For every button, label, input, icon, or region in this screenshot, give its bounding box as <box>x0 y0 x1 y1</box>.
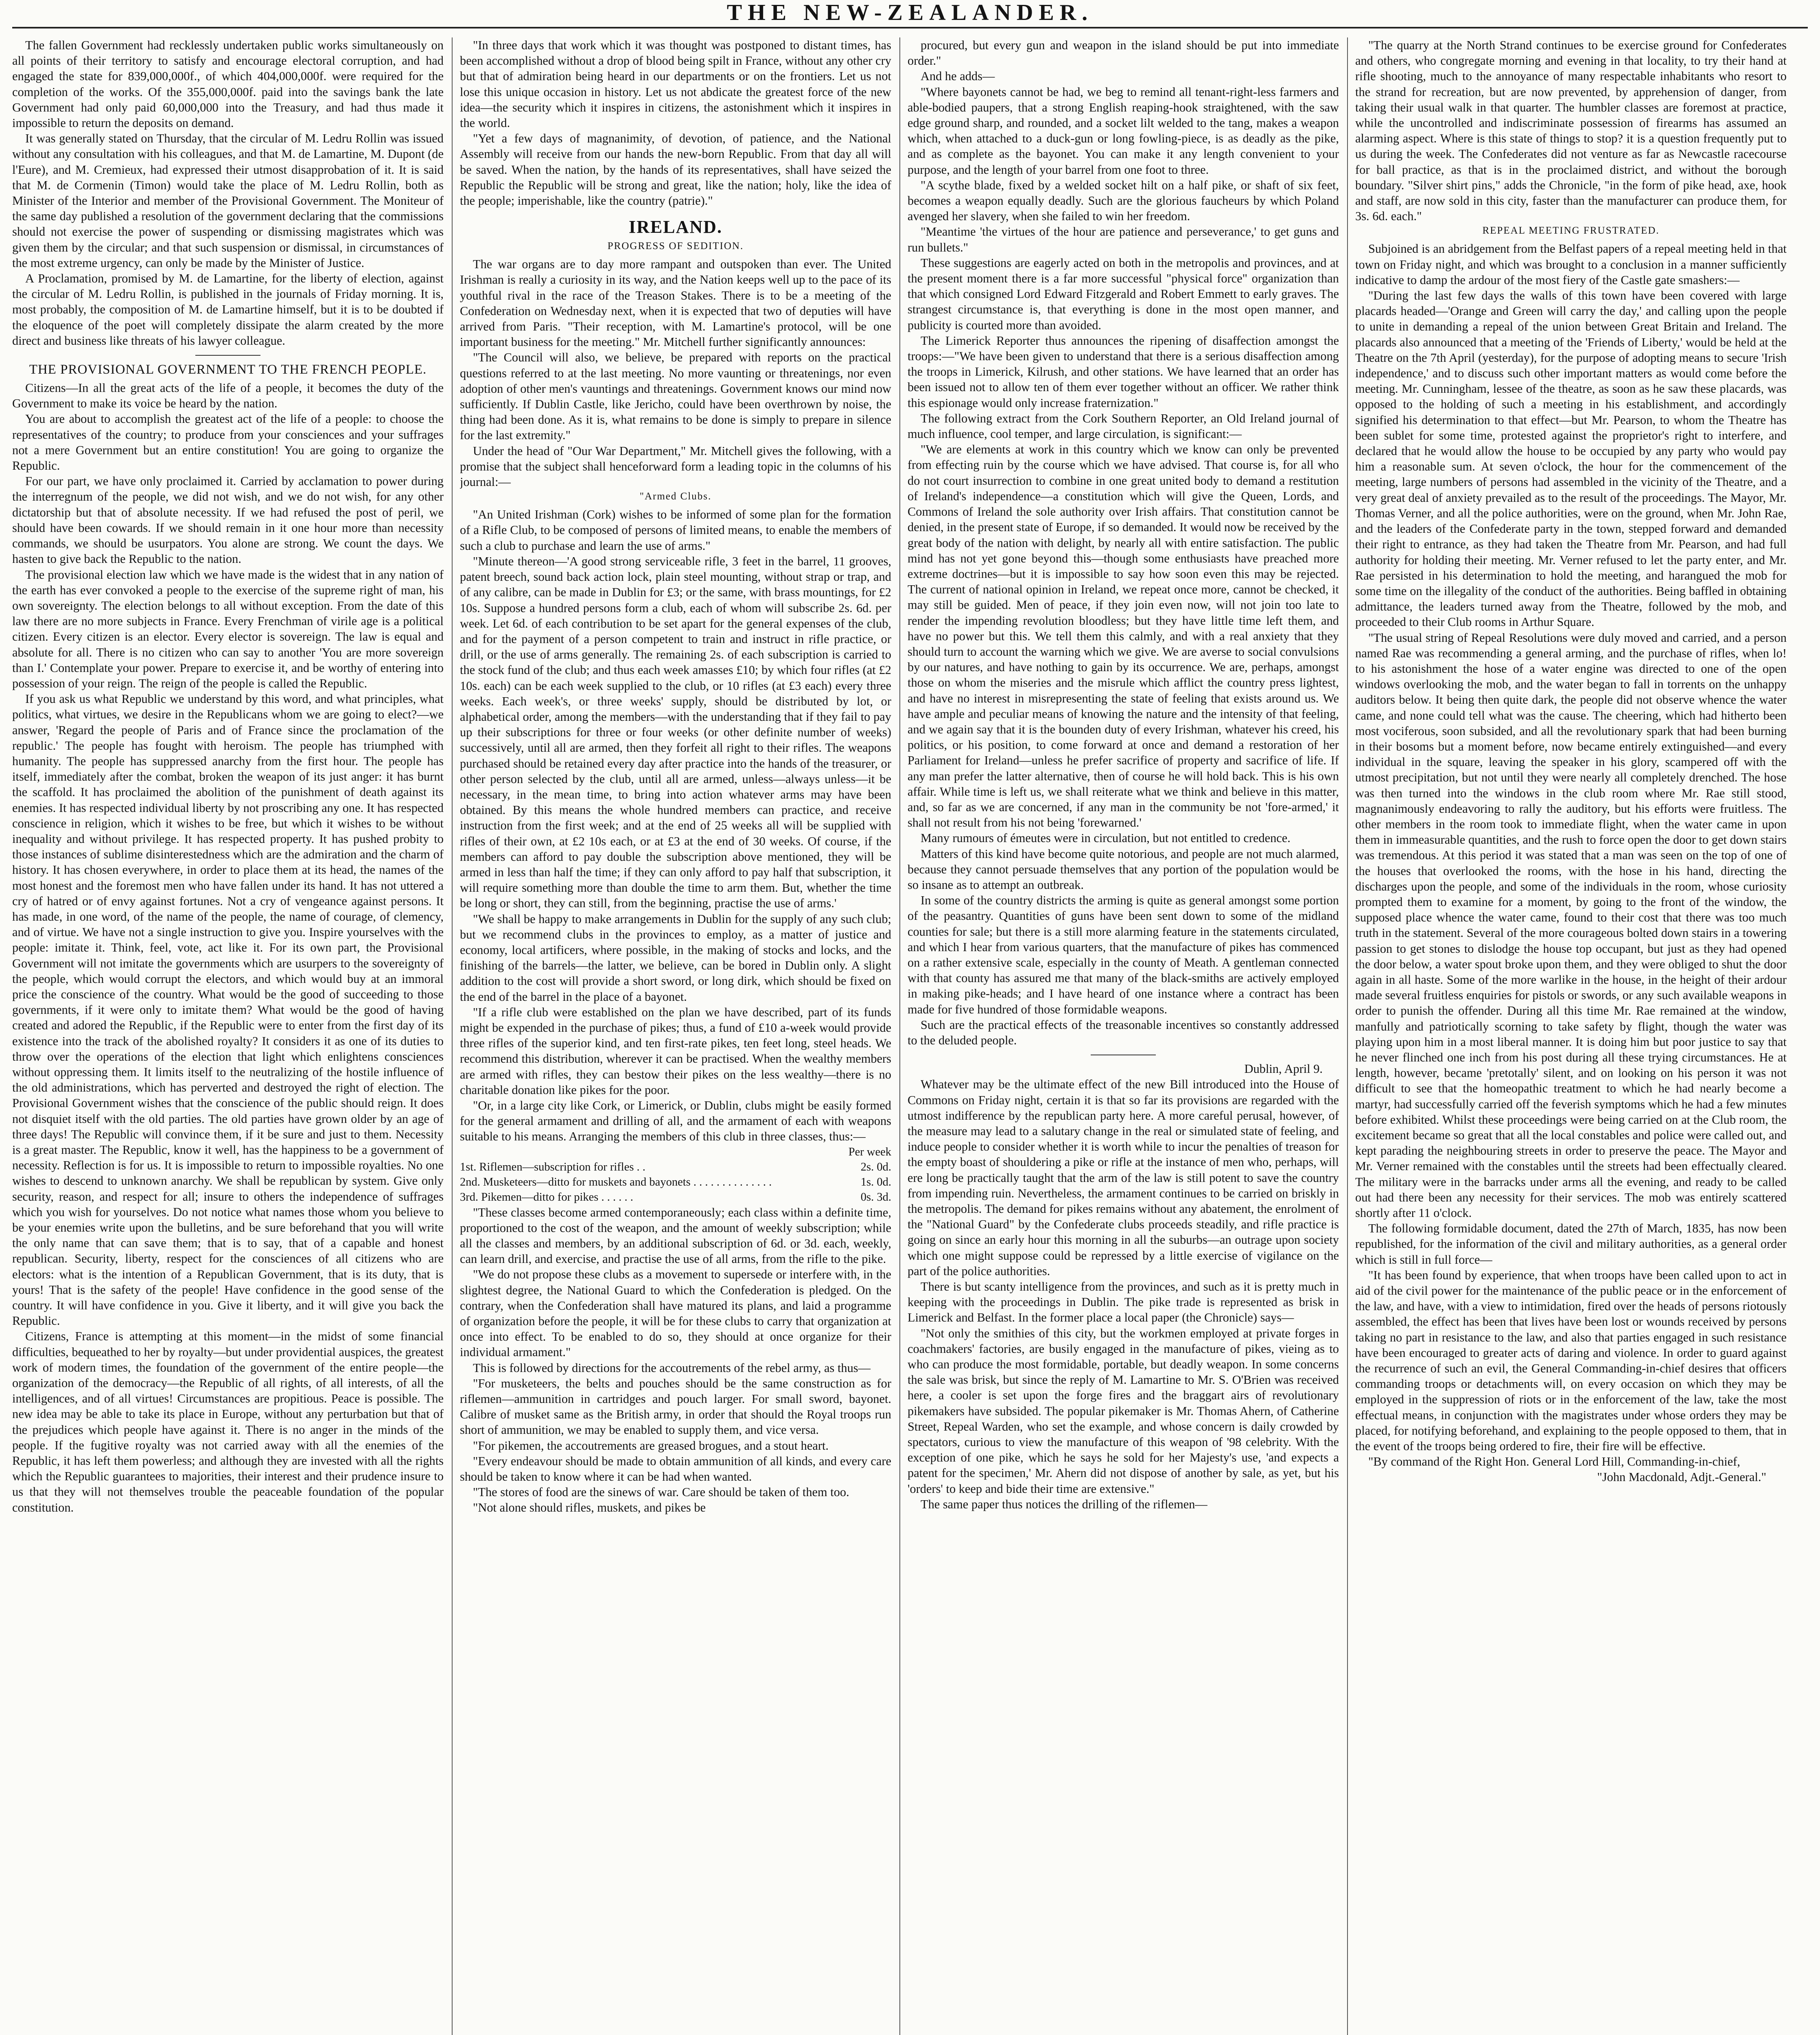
column-rule <box>899 37 900 2035</box>
paragraph: "During the last few days the walls of this town have been covered with large placards headed—'Orange and Green will carry the day,' and calling upon the people to unite in demanding a repeal of the union between Great Britain and Ireland. The placards also announced that a meeting of the 'Friends of Liberty,' would be held at the Theatre on the 7th April (yesterday), for the purpose of adopting means to secure 'Irish independence,' and to discuss such other important matters as would come before the meeting. Mr. Cunningham, lessee of the theatre, as soon as he saw these placards, was opposed to the holding of such a meeting in his establishment, and accordingly signified his determination to that effect—but Mr. Pearson, to whom the Theatre has been sublet for some time, protested against the proprietor's right to interfere, and declared that he would allow the house to be occupied by any party who would pay him a reasonable sum. At seven o'clock, the hour for the commencement of the meeting, large numbers of persons had assembled in the vicinity of the Theatre, and a very great deal of anxiety prevailed as to the result of the proceedings. The Mayor, Mr. Thomas Verner, and all the police authorities, were on the ground, when Mr. John Rae, and the leaders of the Confederate party in the town, stepped forward and demanded their right to entrance, as they had taken the Theatre from Mr. Pearson, and had full authority for holding their meeting. Mr. Verner refused to let the party enter, and Mr. Rae persisted in his determination to hold the meeting, and harangued the mob for some time on the illegality of the conduct of the authorities. Being baffled in obtaining admittance, the leaders turned away from the Theatre, followed by the mob, and proceeded to their Club rooms in Arthur Square. <box>1355 289 1787 629</box>
column-3 <box>908 37 1339 2035</box>
paragraph: Many rumours of émeutes were in circulation, but not entitled to credence. <box>921 831 1291 845</box>
paragraph: If you ask us what Republic we understand by this word, and what principles, what politics, what virtues, we desire in the Republicans whom we are going to elect?—we answer, 'Regard the people of Paris and of France since the proclamation of the republic.' The people has fought with heroism. The people has triumphed with humanity. The people has suppressed anarchy from the first hour. The people has itself, immediately after the combat, broken the weapon of its just anger: it has burnt the scaffold. It has proclaimed the abolition of the punishment of death against its enemies. It has respected individual liberty by not proscribing any one. It has respected conscience in religion, which it wishes to be free, but which it wishes to be without inequality and without privilege. It has respected property. It has pushed probity to those instances of sublime disinterestedness which are the admiration and the charm of history. It has chosen everywhere, in order to place them at its head, the names of the most honest and the foremost men who have fallen under its hand. It has not uttered a cry of hatred or of envy against fortunes. Not a cry of vengeance against persons. It has made, in one word, of the name of the people, the name of courage, of clemency, and of virtue. We have not a single instruction to give you. Inspire yourselves with the people: imitate it. Think, feel, vote, act like it. For its own part, the Provisional Government will not imitate the governments which are usurpers to the sovereignty of the people, which would corrupt the electors, and which would buy at an immoral price the conscience of the country. What would be the good of succeeding to those governments, if it were only to imitate them? What would be the good of having created and adored the Republic, if the Republic were to enter from the first day of its existence into the track of the abolished royalty? It considers it as one of its duties to throw over the operations of the election that light which enlightens consciences without oppressing them. It limits itself to the neutralizing of the hostile influence of the old administrations, which has perverted and destroyed the right of election. The Provisional Government wishes that the conscience of the public should reign. It does not disquiet itself with the old parties. The old parties have grown older by an age of three days! The Republic will convince them, if it be sure and just to them. Necessity is a great master. The Republic, know it well, has the happiness to be a government of necessity. Reflection is for us. It is impossible to return to impossible royalties. No one wishes to descend to unknown anarchy. We shall be republican by system. Give only security, reason, and respect for all; insure to others the independence of suffrages which you wish for yourselves. Do not notice what names those whom you believe to be your enemies write upon the bulletins, and be sure beforehand that you will write the only name that can save them; that is to say, that of a capable and honest republican. Security, liberty, respect for the consciences of all citizens who are electors: what is the intention of a Republican Government, that is its duty, that is yours! That is the safety of the people! Have confidence in the good sense of the country. It will have confidence in you. Give it liberty, and it will give you back the Republic. <box>12 692 444 1328</box>
table-row <box>460 1175 891 1190</box>
paragraph: "The Council will also, we believe, be prepared with reports on the practical questions referred to at the last meeting. No more vaunting or threatenings, nor even adoption of other men's vauntings and threatenings. Government knows our mind now sufficiently. If Dublin Castle, like Jericho, could have been overthrown by noise, the thing had been done. As it is, what remains to be done is simply to prepare in silence for the last extremity." <box>460 350 891 442</box>
paragraph: "We do not propose these clubs as a movement to supersede or interfere with, in the slightest degree, the National Guard to which the Confederation is pledged. On the contrary, when the Confederation shall have matured its plans, and laid a programme of organization before the people, it will be for these clubs to carry that organization at once into effect. To be enabled to do so, they should at once organize for their individual armament." <box>460 1267 891 1359</box>
table-header-row <box>460 1144 891 1160</box>
paragraph: A Proclamation, promised by M. de Lamartine, for the liberty of election, against the circular of M. Ledru Rollin, is published in the journals of Friday morning. It is, most probably, the composition of M. de Lamartine himself, but it is to be doubted if the eloquence of the poet will completely dissipate the alarm created by the more direct and business like threats of his lawyer colleague. <box>12 271 444 348</box>
signature-line: "John Macdonald, Adjt.-General." <box>1597 1470 1766 1484</box>
paragraph: "Meantime 'the virtues of the hour are patience and perseverance,' to get guns and run bullets." <box>908 225 1339 254</box>
paragraph: In some of the country districts the arming is quite as general amongst some portion of the peasantry. Quantities of guns have been sent down to some of the midland counties for sale; but there is a still more alarming feature in the statements circulated, and which I hear from various quarters, that the manufacture of pikes has commenced on a rather extensive scale, especially in the county of Meath. A gentleman connected with that county has assured me that many of the black-smiths are actively employed in making pike-heads; and I have heard of one instance where a contract has been made for five hundred of those formidable weapons. <box>908 893 1339 1016</box>
newspaper-title: THE NEW-ZEALANDER. <box>726 0 1094 25</box>
paragraph: "The quarry at the North Strand continues to be exercise ground for Confederates and others, who congregate morning and evening in that locality, to try their hand at rifle shooting, much to the annoyance of many respectable inhabitants who resort to the strand for recreation, but are now prevented, by apprehension of danger, from taking their usual walk in that quarter. The humbler classes are foremost at practice, while the uncontrolled and indiscriminate possession of firearms has assumed an alarming aspect. Where is this state of things to stop? it is a question frequently put to us during the week. The Confederates did not venture as far as Newcastle racecourse for ball practice, as that is in the proclaimed district, and without the borough boundary. "Silver shirt pins," adds the Chronicle, "in the form of pike head, axe, hook and staff, are now sold in this city, faster than the manufacturer can produce them, for 3s. 6d. each." <box>1355 38 1787 223</box>
paragraph: "In three days that work which it was thought was postponed to distant times, has been accomplished without a drop of blood being spilt in France, without any other cry but that of admiration being heard in our departments or on the frontiers. Let us not lose this unique occasion in history. Let us not abdicate the greatest force of the new idea—the security which it inspires in citizens, the astonishment which it inspires in the world. <box>460 38 891 130</box>
masthead <box>0 0 1820 25</box>
column-2 <box>460 37 891 2035</box>
masthead-rule <box>12 27 1808 28</box>
table-cell: 1st. Riflemen—subscription for rifles . . <box>460 1160 645 1173</box>
article-subheading: PROGRESS OF SEDITION. <box>607 241 744 252</box>
paragraph: The fallen Government had recklessly undertaken public works simultaneously on all points of their territory to satisfy and encourage electoral corruption, and had engaged the state for 839,000,000f., of which 404,000,000f. were required for the completion of the works. Of the 355,000,000f. paid into the savings bank the late Government had only paid 60,000,000 into the Treasury, and had thus made it impossible to return the deposits on demand. <box>12 38 444 130</box>
paragraph: "Yet a few days of magnanimity, of devotion, of patience, and the National Assembly will receive from our hands the new-born Republic. From that day all will be saved. When the nation, by the hands of its representatives, shall have seized the Republic the Republic will be strong and great, like the nation; holy, like the idea of the people; imperishable, like the country (patrie)." <box>460 131 891 208</box>
paragraph: The same paper thus notices the drilling of the riflemen— <box>921 1497 1208 1511</box>
paragraph: The Limerick Reporter thus announces the ripening of disaffection amongst the troops:—"We have been given to understand that there is a serious disaffection among the troops in Limerick, Kilrush, and other stations. We have learned that an order has been issued not to allow ten of them ever together without an officer. We rather think this espionage would only increase fraternization." <box>908 333 1339 410</box>
paragraph: "A scythe blade, fixed by a welded socket hilt on a half pike, or shaft of six feet, becomes a weapon equally deadly. Such are the glorious faucheurs by which Poland avenged her slavery, when she failed to win her freedom. <box>908 178 1339 223</box>
paragraph: procured, but every gun and weapon in the island should be put into immediate order." <box>908 38 1339 68</box>
paragraph: The war organs are to day more rampant and outspoken than ever. The United Irishman is really a curiosity in its way, and the Nation keeps well up to the pace of its youthful rival in the race of the Treason Stakes. There is to be a meeting of the Confederation on Wednesday next, when it is expected that two of deputies will have arrived from Paris. "Their reception, with M. Lamartine's protocol, will be one important business for the meeting." Mr. Mitchell further significantly announces: <box>460 257 891 349</box>
paragraph: There is but scanty intelligence from the provinces, and such as it is pretty much in keeping with the proceedings in Dublin. The pike trade is represented as brisk in Limerick and Belfast. In the former place a local paper (the Chronicle) says— <box>908 1280 1339 1325</box>
paragraph: "Every endeavour should be made to obtain ammunition of all kinds, and every care should be taken to know where it can be had when wanted. <box>460 1454 891 1484</box>
column-4 <box>1355 37 1787 2035</box>
paragraph: "Or, in a large city like Cork, or Limerick, or Dublin, clubs might be easily formed for the general armament and drilling of all, and the armament of each with weapons suitable to his means. Arranging the members of this club in three classes, thus:— <box>460 1098 891 1144</box>
paragraph: "The stores of food are the sinews of war. Care should be taken of them too. <box>473 1485 849 1499</box>
paragraph: Such are the practical effects of the treasonable incentives so constantly addressed to the deluded people. <box>908 1017 1339 1047</box>
paragraph: For our part, we have only proclaimed it. Carried by acclamation to power during the interregnum of the people, we did not wish, and we do not wish, for any other dictatorship but that of absolute necessity. If we had refused the post of peril, we should have been cowards. If we should remain in it one hour more than necessity commands, we should be usurpators. You alone are strong. We count the days. We hasten to give back the Republic to the nation. <box>12 474 444 566</box>
paragraph: It was generally stated on Thursday, that the circular of M. Ledru Rollin was issued without any consultation with his colleagues, and that M. de Lamartine, M. Dupont (de l'Eure), and M. Cremieux, had expressed their utmost disapprobation of it. It is said that M. de Cormenin (Timon) would take the place of M. Ledru Rollin, both as Minister of the Interior and member of the Provisional Government. The Moniteur of the same day published a resolution of the government declaring that the commissions should not exercise the power of suspending or dismissing magistrates which was given them by the circular; and that such suspension or dismissal, in circumstances of the most extreme urgency, can only be made by the Minister of Justice. <box>12 131 444 270</box>
article-heading: THE PROVISIONAL GOVERNMENT TO THE FRENCH PEOPLE. <box>29 362 427 377</box>
paragraph: These suggestions are eagerly acted on both in the metropolis and provinces, and at the present moment there is a far more successful "physical force" organization than that which consigned Lord Edward Fitzgerald and Robert Emmett to early graves. The strangest circumstance is, that everything is done in the most open manner, and publicity is courted more than avoided. <box>908 256 1339 332</box>
paragraph: "We shall be happy to make arrangements in Dublin for the supply of any such club; but we recommend clubs in the provinces to employ, as a matter of justice and economy, local artificers, where possible, in the making of stocks and locks, and the finishing of the barrels—the latter, we believe, can be bored in Dublin only. A slight addition to the cost will provide a short sword, or long dirk, which should be fixed on the end of the barrel in the place of a bayonet. <box>460 912 891 1004</box>
paragraph: "Not alone should rifles, muskets, and pikes be <box>473 1501 706 1515</box>
paragraph: "For musketeers, the belts and pouches should be the same construction as for riflemen—ammunition in cartridges and pouch larger. For small sword, bayonet. Calibre of musket same as the British army, in order that should the Royal troops run short of ammunition, we may be enabled to supply them, and vice versa. <box>460 1376 891 1437</box>
paragraph: Under the head of "Our War Department," Mr. Mitchell gives the following, with a promise that the subject shall henceforward form a leading topic in the columns of his journal:— <box>460 444 891 489</box>
table-cell: 1s. 0d. <box>860 1175 891 1188</box>
table-header: Per week <box>848 1145 891 1158</box>
column-rule <box>1347 37 1348 2035</box>
table-cell: 2s. 0d. <box>860 1160 891 1173</box>
paragraph: And he adds— <box>921 69 995 83</box>
table-cell: 3rd. Pikemen—ditto for pikes . . . . . . <box>460 1190 633 1203</box>
paragraph: "Minute thereon—'A good strong serviceable rifle, 3 feet in the barrel, 11 grooves, patent breech, sound back action lock, plain steel mounting, without strap or trap, and of any calibre, can be made in Dublin for £3; or the same, with brass mountings, for £2 10s. Suppose a hundred persons form a club, each of whom will subscribe 2s. 6d. per week. Let 6d. of each contribution to be set apart for the general expenses of the club, and for the payment of a person competent to train and instruct in rifle practice, or drill, or the use of arms generally. The remaining 2s. of each subscription is carried to the stock fund of the club; and thus each week amasses £10; by which four rifles (at £2 10s. each) can be each week supplied to the club, or 10 rifles (at £3 each) every three weeks. Each week's, or three weeks' supply, should be distributed by lot, or alphabetical order, among the members—with the understanding that if they fail to pay up their subscriptions for three or four weeks (or other definite number of weeks) successively, until all are armed, then they forfeit all right to their rifles. The weapons purchased should be retained every day after practice into the hands of the treasurer, or other person selected by the club, until all are armed, unless—always unless—it be necessary, in the mean time, to bring into action whatever arms may have been obtained. By this means the whole hundred members can practice, and receive instruction from the first week; and at the end of 25 weeks all will be supplied with rifles of their own, at £2 10s each, or at £3 at the end of 30 weeks. Of course, if the members can afford to pay double the subscription above mentioned, they will be armed in less than half the time; if they can only afford to pay half that subscription, it will require something more than double the time to arm them. But, whether the time be long or short, they can still, from the beginning, practise the use of arms.' <box>460 554 891 910</box>
divider <box>195 355 260 356</box>
table-cell: 2nd. Musketeers—ditto for muskets and bayonets . . . . . . . . . . . . . . <box>460 1175 772 1188</box>
table-cell: 0s. 3d. <box>860 1190 891 1203</box>
table-row <box>460 1190 891 1205</box>
dateline: Dublin, April 9. <box>1244 1062 1323 1076</box>
paragraph: "The usual string of Repeal Resolutions were duly moved and carried, and a person named Rae was recommending a general arming, and the purchase of rifles, when lo! to his astonishment the hose of a water engine was directed to one of the open windows overlooking the mob, and the water began to fall in torrents on the unhappy auditors below. It being then quite dark, the people did not observe whence the water came, and none could tell what was the cause. The cheering, which had hitherto been most vociferous, soon subsided, and all the revolutionary spark that had been burning in their bosoms but a moment before, now became entirely extinguished—and every individual in the square, leaving the speaker in his glory, scampered off with the utmost precipitation, but not until they were nearly all completely drenched. The hose was then turned into the windows in the club room where Mr. Rae still stood, magnanimously endeavoring to rally the auditory, but his efforts were fruitless. The other members in the room took to immediate flight, when the water came in upon them in immeasurable quantities, and the rush to force open the door to get down stairs was tremendous. At this period it was stated that a man was seen on the top of one of the houses that overlooked the rooms, with the hose in his hand, directing the discharges upon the people, and some of the individuals in the room, whose curiosity prompted them to examine for a moment, by going to the front of the window, the supposed place whence the water came, found to their cost that there was too much truth in the statement. Several of the more courageous bolted down stairs in a towering passion to get stones to dislodge the house top occupant, but just as they had opened the door below, a water spout broke upon them, and they were obliged to shut the door again in all haste. Some of the more warlike in the house, in the height of their ardour made several fruitless enquiries for pistols or swords, or any such available weapons in order to punish the offender. During all this time Mr. Rae remained at the window, manfully and patriotically scorning to take safety by flight, though the water was playing upon him in a most liberal manner. It is doing him but poor justice to say that he never flinched one inch from his post during all these trying circumstances. He at length, however, became 'pretotally' silent, and on looking on his person it was not difficult to see that the homeopathic treatment to which he had nearly become a martyr, had successfully carried off the feverish symptoms which he had a few minutes before exhibited. Whilst these proceedings were being carried on at the Club room, the excitement became so great that all the local constables and police were called out, and kept parading the neighbouring streets in order to preserve the peace. The Mayor and Mr. Verner remained with the constables until the streets had been effectually cleared. The military were in the barracks under arms all the evening, and ready to be called out had there been any necessity for their services. The mob was entirely scattered shortly after 11 o'clock. <box>1355 630 1787 1220</box>
paragraph: Matters of this kind have become quite notorious, and people are not much alarmed, because they cannot persuade themselves that any portion of the population would be so insane as to attempt an outbreak. <box>908 847 1339 892</box>
paragraph: You are about to accomplish the greatest act of the life of a people: to choose the representatives of the country; to produce from your consciences and your suffrages not a mere Government but an entire constitution! You are going to organize the Republic. <box>12 412 444 473</box>
paragraph: "We are elements at work in this country which we know can only be prevented from effecting ruin by the course which we have advised. That course is, for all who do not court insurrection to combine in one great united body to demand a restitution of Ireland's independence—a constitution which will give the Queen, Lords, and Commons of Ireland the sole authority over Irish affairs. That constitution cannot be denied, in the present state of Europe, if so demanded. It would now be received by the great body of the nation with delight, by nearly all with entire satisfaction. The public mind has not yet gone beyond this—though some enthusiasts have preached more extreme doctrines—but it is impossible to say how soon even this may be rejected. The current of national opinion in Ireland, we repeat once more, cannot be checked, it may still be guided. Men of peace, if they join even now, will not join too late to render the impending revolution bloodless; but they have little time left them, and have no power but this. We tell them this calmly, and with a real anxiety that they should turn to account the warning which we give. We are averse to social convulsions by our natures, and have nothing to gain by its occurrence. We are, perhaps, amongst those on whom the miseries and the misrule which afflict the country press lightest, and have no interest in misrepresenting the state of feeling that exists around us. We have ample and peculiar means of knowing the nature and the intensity of that feeling, and we again say that it is the bounden duty of every Irishman, whatever his creed, his politics, or his position, to come forward at once and demand a restoration of her Parliament for Ireland—unless he prefer sacrifice of property and sacrifice of life. If any man prefer the latter alternative, then of course he will hold back. This is his own affair. While time is left us, we shall reiterate what we think and believe in this matter, and, so far as we are concerned, if any man in the community be not 'fore-armed,' it shall not result from his not being 'forewarned.' <box>908 442 1339 830</box>
paragraph: "Where bayonets cannot be had, we beg to remind all tenant-right-less farmers and able-bodied paupers, that a strong English reaping-hook straightened, with the saw edge ground sharp, and rounded, and a socket lilt welded to the tang, makes a weapon which, when attached to a duck-gun or long fowling-piece, is as deadly as the pike, and as complete as the bayonet. You can make it any length convenient to your purpose, and the length of your barrel from one foot to three. <box>908 85 1339 177</box>
paragraph: The provisional election law which we have made is the widest that in any nation of the earth has ever convoked a people to the exercise of the supreme right of man, his own sovereignty. The election belongs to all without exception. From the date of this law there are no more subjects in France. Every Frenchman of virile age is a political citizen. Every citizen is an elector. Every elector is sovereign. The law is equal and absolute for all. There is no citizen who can say to another 'You are more sovereign than I.' Contemplate your power. Prepare to exercise it, and be worthy of entering into possession of your reign. The reign of the people is called the Republic. <box>12 567 444 690</box>
paragraph: "It has been found by experience, that when troops have been called upon to act in aid of the civil power for the maintenance of the public peace or in the enforcement of the law, and have, with a view to intimidation, fired over the heads of persons riotously assembled, the effect has been that lives have been lost or wounds received by persons taking no part in resistance to the law, and also that parties engaged in such resistance have been encouraged to greater acts of daring and violence. In order to guard against the recurrence of such an evil, the General Commanding-in-chief desires that officers commanding troops or detachments will, on every occasion on which they may be employed in the suppression of riots or in the enforcement of the law, take the most effectual means, in conjunction with the magistrates under whose orders they may be placed, for notifying beforehand, and explaining to the people opposed to them, that in the event of the troops being ordered to fire, their fire will be effective. <box>1355 1268 1787 1453</box>
paragraph: The following formidable document, dated the 27th of March, 1835, has now been republished, for the information of the civil and military authorities, as a general order which is still in full force— <box>1355 1221 1787 1267</box>
column-rule <box>452 37 453 2035</box>
paragraph: Citizens—In all the great acts of the life of a people, it becomes the duty of the Government to make its voice be heard by the nation. <box>12 381 444 411</box>
article-heading: REPEAL MEETING FRUSTRATED. <box>1482 225 1660 236</box>
paragraph: Subjoined is an abridgement from the Belfast papers of a repeal meeting held in that town on Friday night, and which was brought to a conclusion in a manner sufficiently indicative to damp the ardour of the most fiery of the Castle gate smashers:— <box>1355 242 1787 287</box>
paragraph: "Not only the smithies of this city, but the workmen employed at private forges in coachmakers' factories, are busily engaged in the manufacture of pikes, vieing as to who can produce the most formidable, portable, but deadly weapon. In some concerns the sale was brisk, but since the reply of M. Lamartine to Mr. S. O'Brien was received here, a cooler is set upon the forge fires and the braggart airs of revolutionary pikemakers have subsided. The popular pikemaker is Mr. Thomas Ahern, of Catherine Street, Repeal Warden, who set the example, and whose concern is daily crowded by spectators, curious to view the manufacture of this weapon of '98 celebrity. With the exception of one pike, which he says he sold for her Majesty's use, 'and expects a patent for the specimen,' Mr. Ahern did not dispose of another by sale, as yet, but his 'orders' to keep and bide their time are extensive." <box>908 1326 1339 1496</box>
paragraph: "An United Irishman (Cork) wishes to be informed of some plan for the formation of a Rifle Club, to be composed of persons of limited means, to enable the members of such a club to purchase and learn the use of arms." <box>460 508 891 553</box>
paragraph: Citizens, France is attempting at this moment—in the midst of some financial difficulties, bequeathed to her by royalty—but under providential auspices, the greatest work of modern times, the foundation of the government of the entire people—the organization of the democracy—the Republic of all rights, of all interests, of all the intelligences, and of all virtues! Circumstances are propitious. Peace is possible. The new idea may be able to take its place in Europe, without any perturbation but that of the prejudices which people have against it. There is no anger in the minds of the people. If the fugitive royalty was not carried away with all the enemies of the Republic, it has left them powerless; and although they are invested with all the rights which the Republic guarantees to majorities, their interest and their prudence insure to us that they will not themselves trouble the peaceable foundation of the popular constitution. <box>12 1329 444 1514</box>
subscription-table <box>460 1144 891 1205</box>
paragraph: Whatever may be the ultimate effect of the new Bill introduced into the House of Commons on Friday night, certain it is that so far its provisions are regarded with the utmost indifference by the republican party here. A more careful perusal, however, of the measure may lead to a salutary change in the real or simulated state of feeling, and induce people to consider whether it is worth while to incur the penalties of treason for the empty boast of shouldering a pike or rifle at the instance of men who, perhaps, will ere long be practically taught that the arm of the law is still potent to save the country from impending ruin. Nevertheless, the armament continues to be carried on briskly in the metropolis. The demand for pikes remains without any abatement, the enrolment of the "National Guard" by the Confederate clubs proceeds steadily, and rifle practice is going on since an early hour this morning in all the suburbs—an outrage upon society which one might suppose could be repressed by a little exercise of vigilance on the part of the police authorities. <box>908 1077 1339 1278</box>
paragraph: The following extract from the Cork Southern Reporter, an Old Ireland journal of much influence, cool temper, and large circulation, is significant:— <box>908 411 1339 441</box>
paragraph: "By command of the Right Hon. General Lord Hill, Commanding-in-chief, <box>1368 1455 1740 1469</box>
paragraph: This is followed by directions for the accoutrements of the rebel army, as thus— <box>473 1361 871 1375</box>
section-subheading: "Armed Clubs. <box>639 491 712 502</box>
paragraph: "These classes become armed contemporaneously; each class within a definite time, proportioned to the cost of the weapon, and the amount of weekly subscription; while all the classes and members, by an additional subscription of 6d. or 3d. each, weekly, can learn drill, and exercise, and practise the use of all arms, from the rifle to the pike. <box>460 1205 891 1266</box>
table-row <box>460 1160 891 1175</box>
article-heading: IRELAND. <box>629 217 722 237</box>
column-1 <box>12 37 444 2035</box>
paragraph: "For pikemen, the accoutrements are greased brogues, and a stout heart. <box>473 1438 829 1453</box>
paragraph: "If a rifle club were established on the plan we have described, part of its funds might be expended in the purchase of pikes; thus, a fund of £10 a-week would provide three rifles of the superior kind, and ten first-rate pikes, ten feet long, steel heads. We recommend this distribution, wherever it can be practised. When the wealthy members are armed with rifles, they can bestow their pikes on the less wealthy—there is no charitable donation like pikes for the poor. <box>460 1005 891 1097</box>
